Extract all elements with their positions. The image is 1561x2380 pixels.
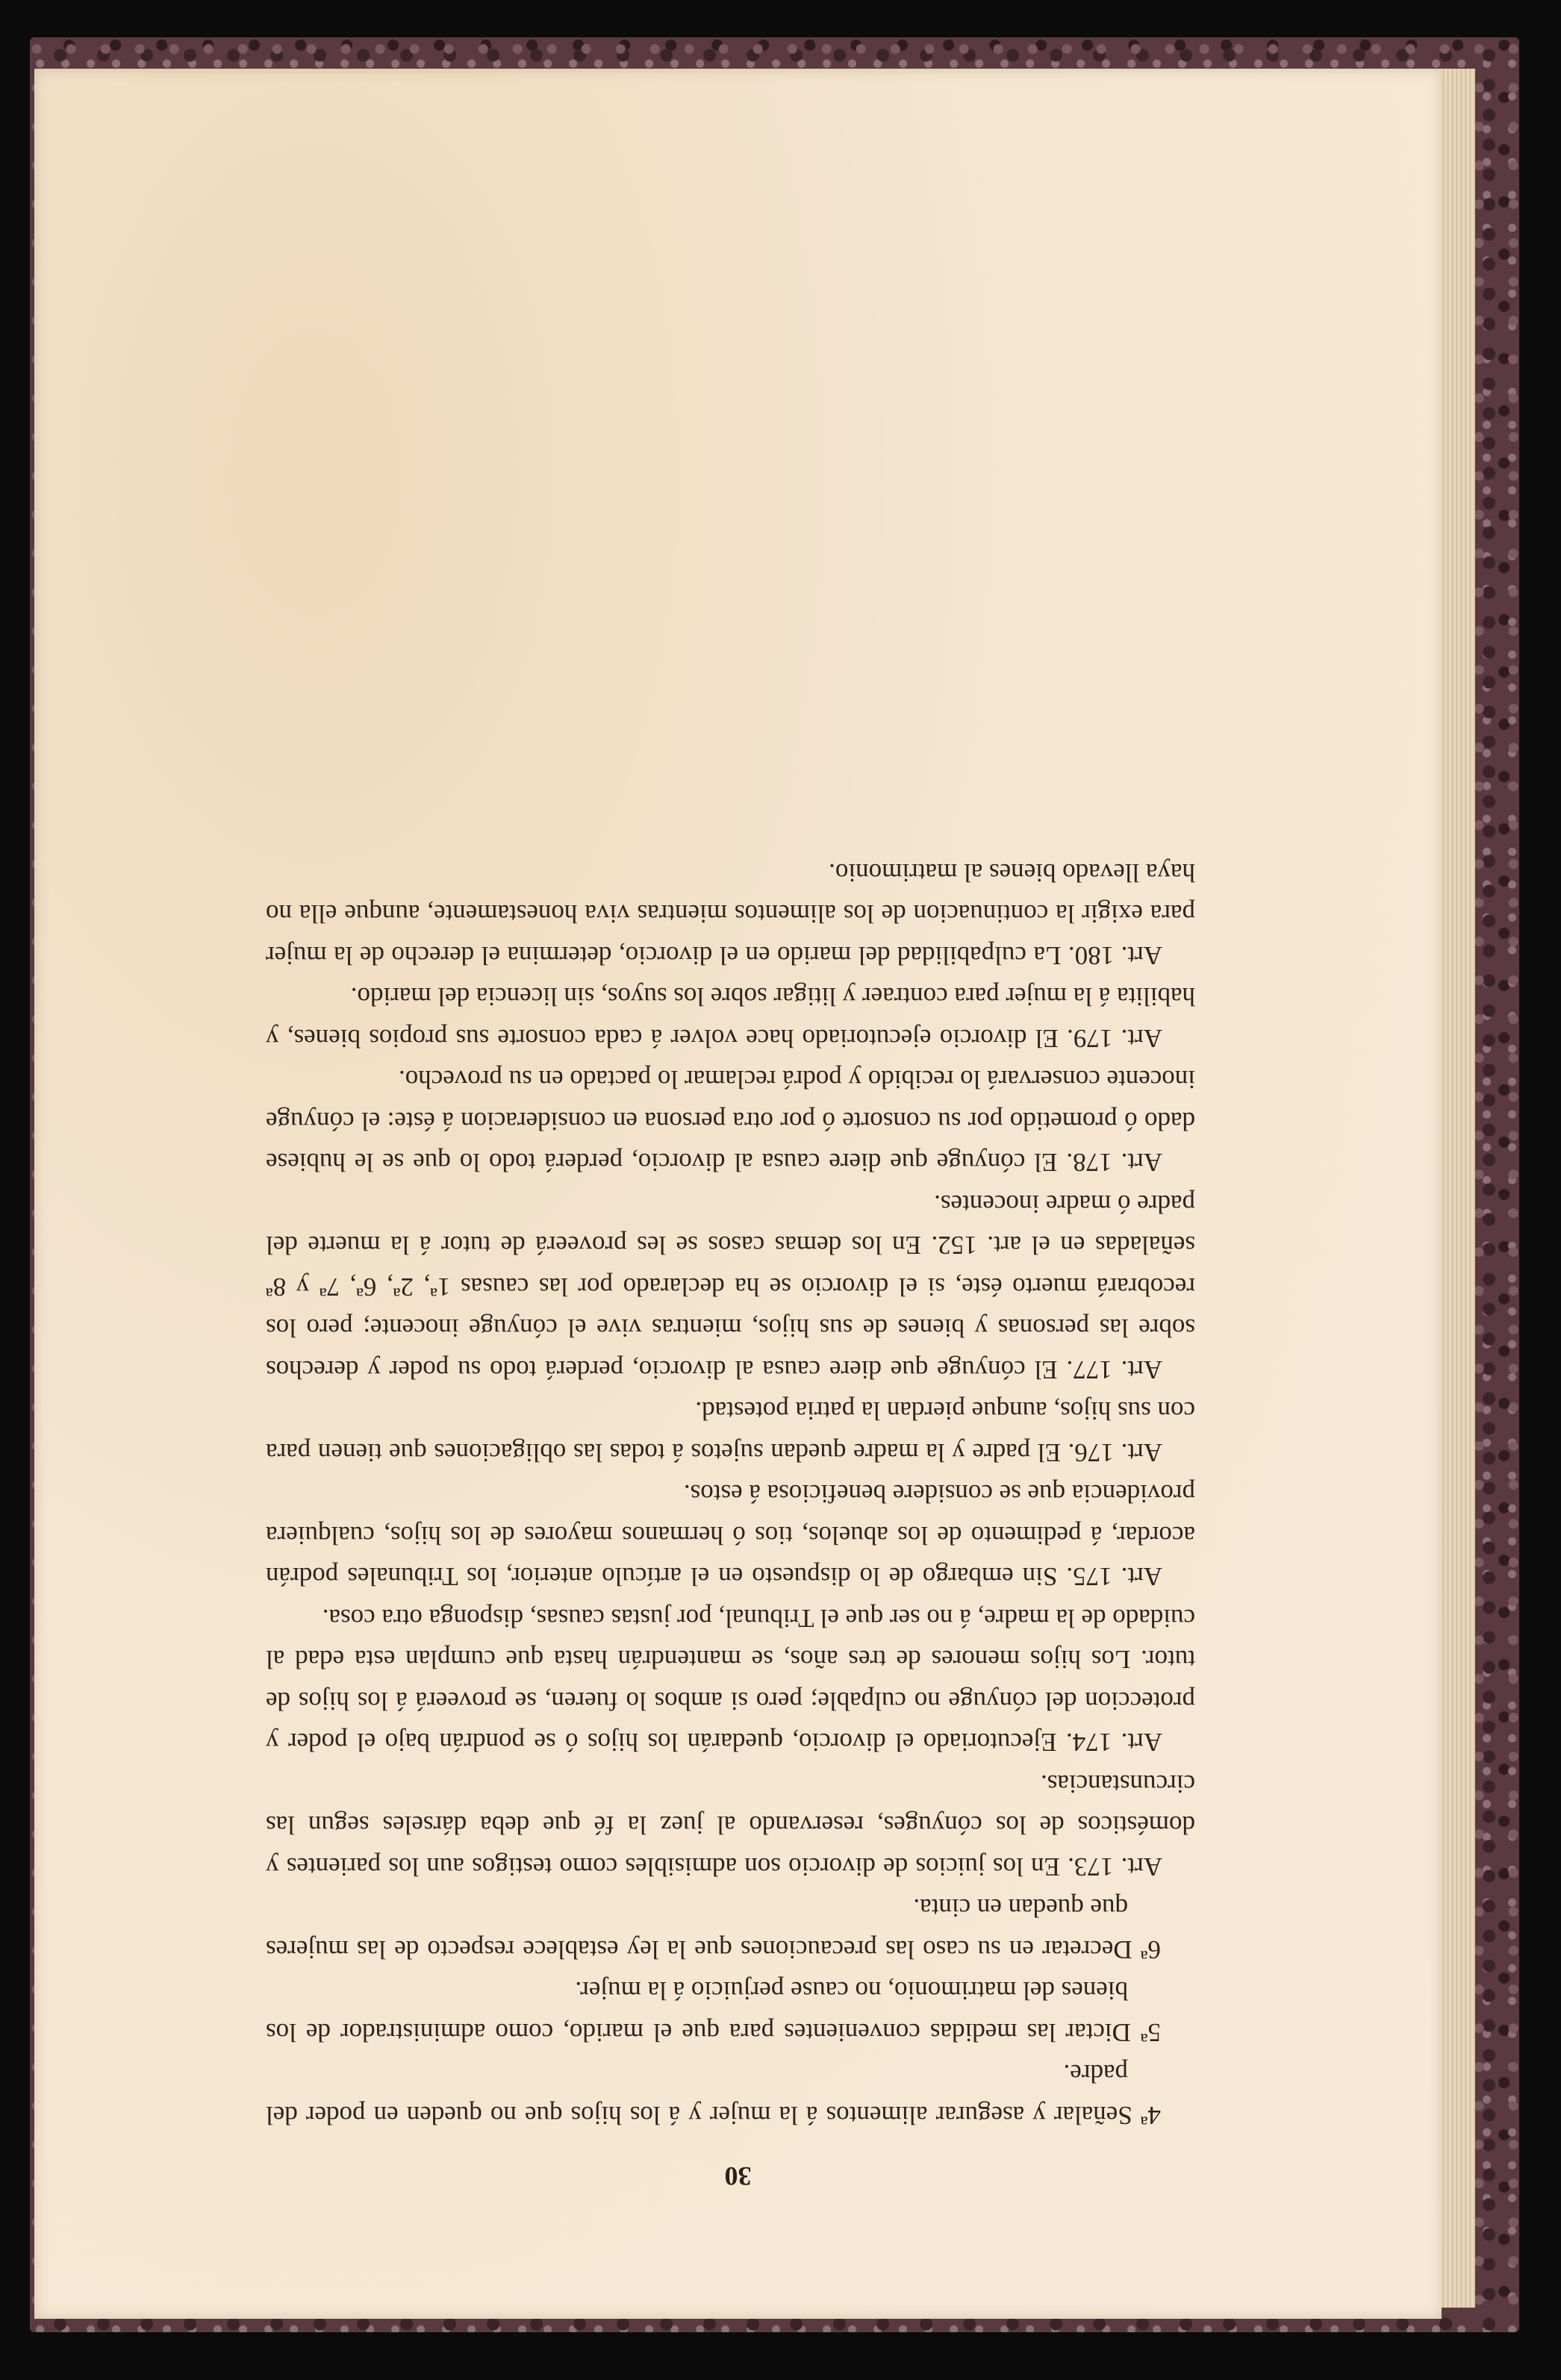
article-paragraph: Art. 176. El padre y la madre quedan sujetos á todas las obligaciones que tienen para con sus hijos, aunque pierdan la patria potestad. [266, 1396, 1195, 1467]
article-paragraph: Art. 178. El cónyuge que diere causa al divorcio, perderá todo lo que se le hubiese dado ó prometido por su consorte ó por otra persona en consideracion á éste: el cónyuge inocente conservará lo recibido y podrá reclamar lo pactado en su provecho. [266, 1065, 1195, 1178]
article-paragraph: Art. 179. El divorcio ejecutoriado hace volver á cada consorte sus propios bienes, y habilita á la mujer para contraer y litigar sobre los suyos, sin licencia del marido. [266, 982, 1195, 1053]
article-paragraph: Art. 175. Sin embargo de lo dispuesto en el artículo anterior, los Tribunales podrán acordar, á pedimento de los abuelos, tios ó hermanos mayores de los hijos, cualquiera providencia que se considere beneficiosa á estos. [266, 1479, 1195, 1592]
article-paragraph: Art. 180. La culpabilidad del marido en el divorcio, determina el derecho de la mujer para exigir la continuacion de los alimentos mientras viva honestamente, aunque ella no haya llevado bienes al matrimonio. [266, 858, 1195, 970]
page-number: 30 [724, 2161, 752, 2191]
list-item: 4ª Señalar y asegurar alimentos á la mujer y á los hijos que no queden en poder del padre. [266, 2059, 1161, 2130]
list-item: 6ª Decretar en su caso las precauciones que la ley establece respecto de las mujeres que quedan en cinta. [266, 1893, 1161, 1964]
list-item: 5ª Dictar las medidas convenientes para que el marido, como administrador de los bienes del matrimonio, no cause perjuicio á la mujer. [266, 1976, 1161, 2047]
paper-page [34, 69, 1442, 2319]
upside-down-text-block [34, 69, 1442, 2319]
page-edges [1437, 69, 1475, 2308]
article-paragraph: Art. 174. Ejecutoriado el divorcio, quedarán los hijos ó se pondrán bajo el poder y proteccion del cónyuge no culpable; pero si ambos lo fueren, se proveerá á los hijos de tutor. Los hijos menores de tres años, se mantendrán hasta que cumplan esta edad al cuidado de la madre, á no ser que el Tribunal, por justas causas, disponga otra cosa. [266, 1604, 1195, 1758]
body-text [266, 852, 1195, 2137]
article-paragraph: Art. 173. En los juicios de divorcio son admisibles como testigos aun los parientes y domésticos de los cónyuges, reservando al juez la fé que deba dárseles segun las circunstancias. [266, 1770, 1195, 1881]
article-paragraph: Art. 177. El cónyuge que diere causa al divorcio, perderá todo su poder y derechos sobre las personas y bienes de sus hijos, mientras vive el cónyuge inocente; pero los recobrará muerto éste, si el divorcio se ha declarado por las causas 1ª, 2ª, 6ª, 7ª y 8ª señaladas en el art. 152. En los demas casos se les proveerá de tutor á la muerte del padre ó madre inocentes. [266, 1190, 1195, 1384]
